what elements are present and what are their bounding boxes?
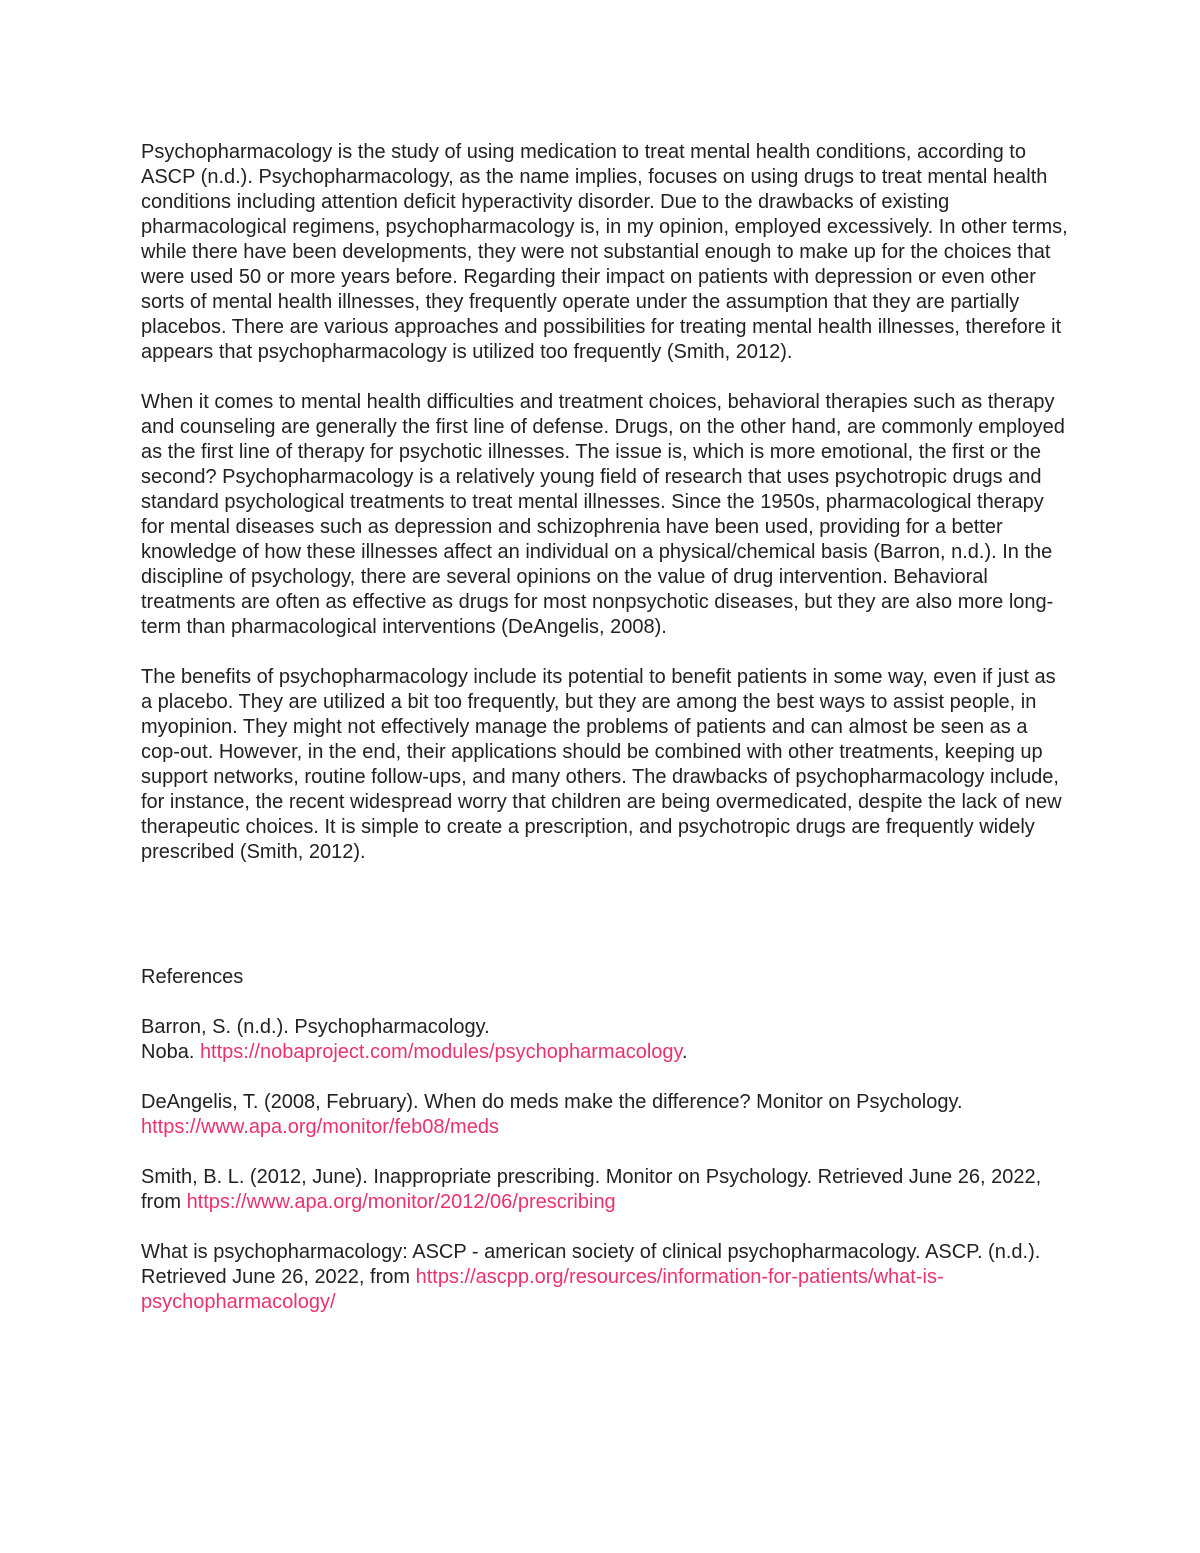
reference-barron — [141, 1015, 1071, 1065]
reference-smith — [141, 1165, 1071, 1215]
reference-text: Barron, S. (n.d.). Psychopharmacology. — [141, 1016, 490, 1038]
reference-link-apa-prescribing[interactable]: https://www.apa.org/monitor/2012/06/prescribing — [186, 1191, 616, 1213]
body-paragraph-3: The benefits of psychopharmacology include its potential to benefit patients in some way, even if just as a placebo. They are utilized a bit too frequently, but they are among the best ways to assist people, in myopinion. They might not effectively manage the problems of patients and can almost be seen as a cop-out. However, in the end, their applications should be combined with other treatments, keeping up support networks, routine follow-ups, and many others. The drawbacks of psychopharmacology include, for instance, the recent widespread worry that children are being overmedicated, despite the lack of new therapeutic choices. It is simple to create a prescription, and psychotropic drugs are frequently widely prescribed (Smith, 2012). — [141, 666, 1062, 863]
reference-ascp — [141, 1240, 1071, 1315]
reference-text: Smith, B. L. (2012, June). Inappropriate prescribing. Monitor on Psychology. Retrieved June 26, 2022, from — [141, 1166, 1042, 1213]
references-heading: References — [141, 966, 244, 988]
reference-text: . — [682, 1041, 688, 1063]
document-body — [141, 140, 1071, 1340]
reference-text: DeAngelis, T. (2008, February). When do meds make the difference? Monitor on Psychology. — [141, 1091, 963, 1113]
reference-text: What is psychopharmacology: ASCP - american society of clinical psychopharmacology. ASCP. (n.d.). Retrieved June 26, 2022, from — [141, 1241, 1041, 1288]
body-paragraph-1: Psychopharmacology is the study of using medication to treat mental health conditions, according to ASCP (n.d.). Psychopharmacology, as the name implies, focuses on using drugs to treat mental health conditions including attention deficit hyperactivity disorder. Due to the drawbacks of existing pharmacological regimens, psychopharmacology is, in my opinion, employed excessively. In other terms, while there have been developments, they were not substantial enough to make up for the choices that were used 50 or more years before. Regarding their impact on patients with depression or even other sorts of mental health illnesses, they frequently operate under the assumption that they are partially placebos. There are various approaches and possibilities for treating mental health illnesses, therefore it appears that psychopharmacology is utilized too frequently (Smith, 2012). — [141, 141, 1068, 363]
reference-link-apa-meds[interactable]: https://www.apa.org/monitor/feb08/meds — [141, 1116, 499, 1138]
reference-deangelis — [141, 1090, 1071, 1140]
reference-link-noba[interactable]: https://nobaproject.com/modules/psychopharmacology — [199, 1041, 683, 1063]
body-paragraph-2: When it comes to mental health difficulties and treatment choices, behavioral therapies such as therapy and counseling are generally the first line of defense. Drugs, on the other hand, are commonly employed as the first line of therapy for psychotic illnesses. The issue is, which is more emotional, the first or the second? Psychopharmacology is a relatively young field of research that uses psychotropic drugs and standard psychological treatments to treat mental illnesses. Since the 1950s, pharmacological therapy for mental diseases such as depression and schizophrenia have been used, providing for a better knowledge of how these illnesses affect an individual on a physical/chemical basis (Barron, n.d.). In the discipline of psychology, there are several opinions on the value of drug intervention. Behavioral treatments are often as effective as drugs for most nonpsychotic diseases, but they are also more long-term than pharmacological interventions (DeAngelis, 2008). — [141, 391, 1065, 638]
reference-text: Noba. — [141, 1041, 200, 1063]
reference-link-ascpp[interactable]: https://ascpp.org/resources/information-for-patients/what-is-psychopharmacology/ — [141, 1266, 944, 1313]
section-spacer — [141, 890, 1071, 965]
